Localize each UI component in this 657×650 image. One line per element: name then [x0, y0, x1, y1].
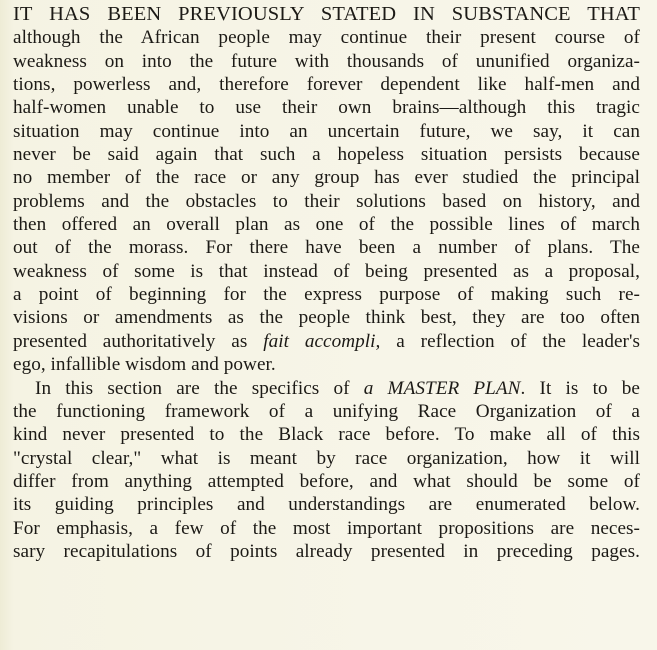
text-line: For emphasis, a few of the most important propositions are neces-: [13, 517, 640, 539]
text-line: the functioning framework of a unifying Race Organization of a: [13, 400, 640, 422]
text-line: visions or amendments as the people think best, they are too often: [13, 307, 640, 329]
italic-phrase-fait-accompli: fait accompli,: [263, 330, 381, 352]
text-run: a reflection of the leader's: [380, 330, 641, 352]
text-line-with-italic: [13, 377, 640, 400]
text-line: weakness on into the future with thousands of ununified organiza-: [13, 50, 640, 72]
paragraph-last-line: ego, infallible wisdom and power.: [13, 354, 276, 376]
text-line: then offered an overall plan as one of the possible lines of march: [13, 214, 640, 236]
text-line: sary recapitulations of points already presented in preceding pages.: [13, 540, 640, 562]
text-line: half-women unable to use their own brains—although this tragic: [13, 97, 640, 119]
paragraph-2: [13, 377, 640, 564]
text-run: In this section are the specifics of: [35, 377, 364, 399]
text-line: no member of the race or any group has ever studied the principal: [13, 167, 640, 189]
text-line: differ from anything attempted before, and what should be some of: [13, 470, 640, 492]
text-line: although the African people may continue their present course of: [13, 27, 640, 49]
text-line: tions, powerless and, therefore forever dependent like half-men and: [13, 74, 640, 96]
text-run: presented authoritatively as: [13, 330, 264, 352]
text-line: kind never presented to the Black race before. To make all of this: [13, 424, 640, 446]
text-line-with-italic: [13, 330, 640, 353]
text-run: . It is to be: [520, 377, 641, 399]
text-line: "crystal clear," what is meant by race organization, how it will: [13, 447, 640, 469]
body-text: [13, 3, 640, 563]
text-line: problems and the obstacles to their solutions based on history, and: [13, 190, 640, 212]
text-line: never be said again that such a hopeless situation persists because: [13, 144, 640, 166]
text-line: its guiding principles and understandings are enumerated below.: [13, 494, 640, 516]
section-heading-caps: IT HAS BEEN PREVIOUSLY STATED IN SUBSTANCE THAT: [13, 3, 640, 25]
paragraph-1: [13, 3, 640, 377]
text-line: out of the morass. For there have been a number of plans. The: [13, 237, 640, 259]
text-line: a point of beginning for the express purpose of making such re-: [13, 284, 640, 306]
text-line: situation may continue into an uncertain future, we say, it can: [13, 120, 640, 142]
text-line: weakness of some is that instead of being presented as a proposal,: [13, 260, 640, 282]
italic-phrase-master-plan: a MASTER PLAN: [363, 377, 521, 399]
